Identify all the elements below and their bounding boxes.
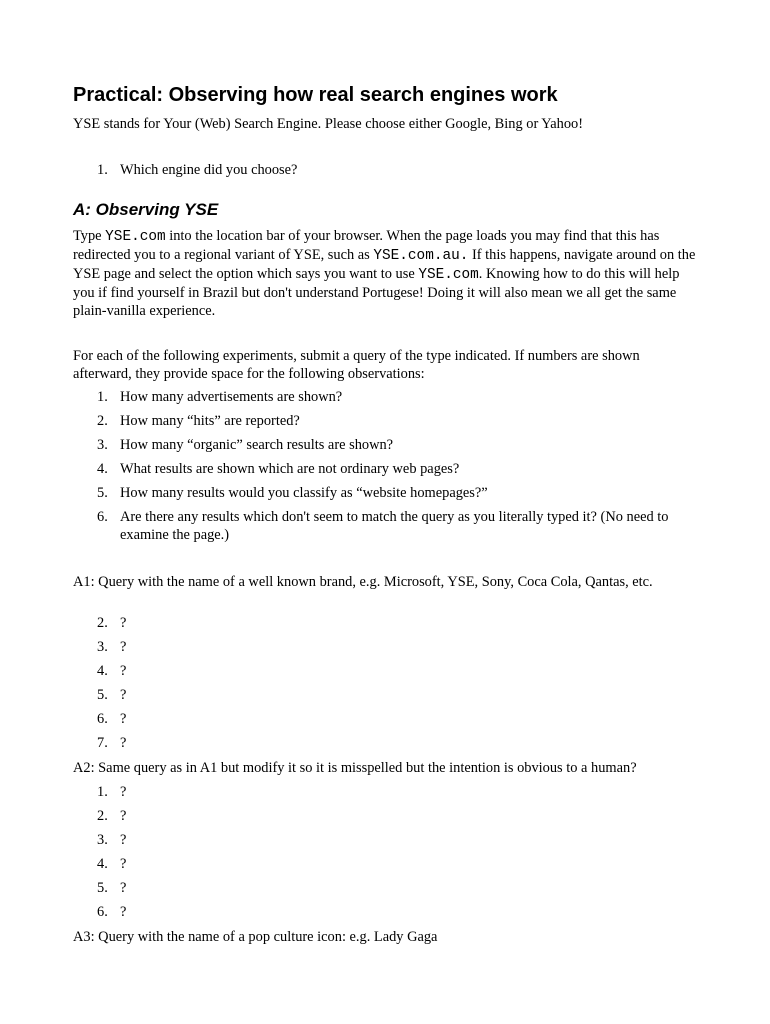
experiments-intro: For each of the following experiments, submit a query of the type indicated. If numbers are shown afterward, they provide space for the following observations: xyxy=(73,348,640,382)
a1-prompt: A1: Query with the name of a well known brand, e.g. Microsoft, YSE, Sony, Coca Cola, Qantas, etc. xyxy=(73,574,653,590)
list-item: 3. ? xyxy=(97,832,127,848)
observations-list xyxy=(73,388,698,544)
a3-prompt: A3: Query with the name of a pop culture icon: e.g. Lady Gaga xyxy=(73,929,438,945)
item-text: Which engine did you choose? xyxy=(120,162,298,178)
list-item: 5. How many results would you classify as “website homepages?” xyxy=(97,485,488,501)
list-item: 1. How many advertisements are shown? xyxy=(97,389,343,405)
engine-question-list xyxy=(73,161,698,185)
list-item: 2. ? xyxy=(97,808,127,824)
list-item: 6. ? xyxy=(97,711,127,727)
section-a-heading: A: Observing YSE xyxy=(73,200,219,219)
url-yse-com: YSE.com xyxy=(105,229,166,245)
intro-paragraph: YSE stands for Your (Web) Search Engine. Please choose either Google, Bing or Yahoo! xyxy=(73,116,584,132)
list-item: 5. ? xyxy=(97,687,127,703)
item-number: 1. xyxy=(97,162,108,178)
list-item: 7. ? xyxy=(97,735,127,751)
a1-answer-list xyxy=(73,614,698,758)
a2-answer-list xyxy=(73,783,698,927)
page-title: Practical: Observing how real search engines work xyxy=(73,84,558,106)
list-item xyxy=(73,161,698,185)
list-item: 6. Are there any results which don't seem to match the query as you literally typed it? (No need to examine the page.) xyxy=(97,509,669,543)
list-item: 3. How many “organic” search results are shown? xyxy=(97,437,394,453)
a2-prompt: A2: Same query as in A1 but modify it so it is misspelled but the intention is obvious to a human? xyxy=(73,760,637,776)
url-yse-com: YSE.com xyxy=(418,267,479,283)
list-item: 3. ? xyxy=(97,639,127,655)
list-item: 1. ? xyxy=(97,784,127,800)
list-item: 4. What results are shown which are not ordinary web pages? xyxy=(97,461,460,477)
list-item: 2. ? xyxy=(97,615,127,631)
list-item: 2. How many “hits” are reported? xyxy=(97,413,300,429)
list-item: 6. ? xyxy=(97,904,127,920)
list-item: 5. ? xyxy=(97,880,127,896)
list-item: 4. ? xyxy=(97,663,127,679)
section-a-paragraph: Type YSE.com into the location bar of your browser. When the page loads you may find that this has redirected you to a regional variant of YSE, such as YSE.com.au. If this happens, navigate around on the YSE page and select the option which says you want to use YSE.com. Knowing how to do this will help you if find yourself in Brazil but don't understand Portugese! Doing it will also mean we all get the same plain-vanilla experience. xyxy=(73,228,696,319)
list-item: 4. ? xyxy=(97,856,127,872)
url-yse-com-au: YSE.com.au. xyxy=(373,248,469,264)
